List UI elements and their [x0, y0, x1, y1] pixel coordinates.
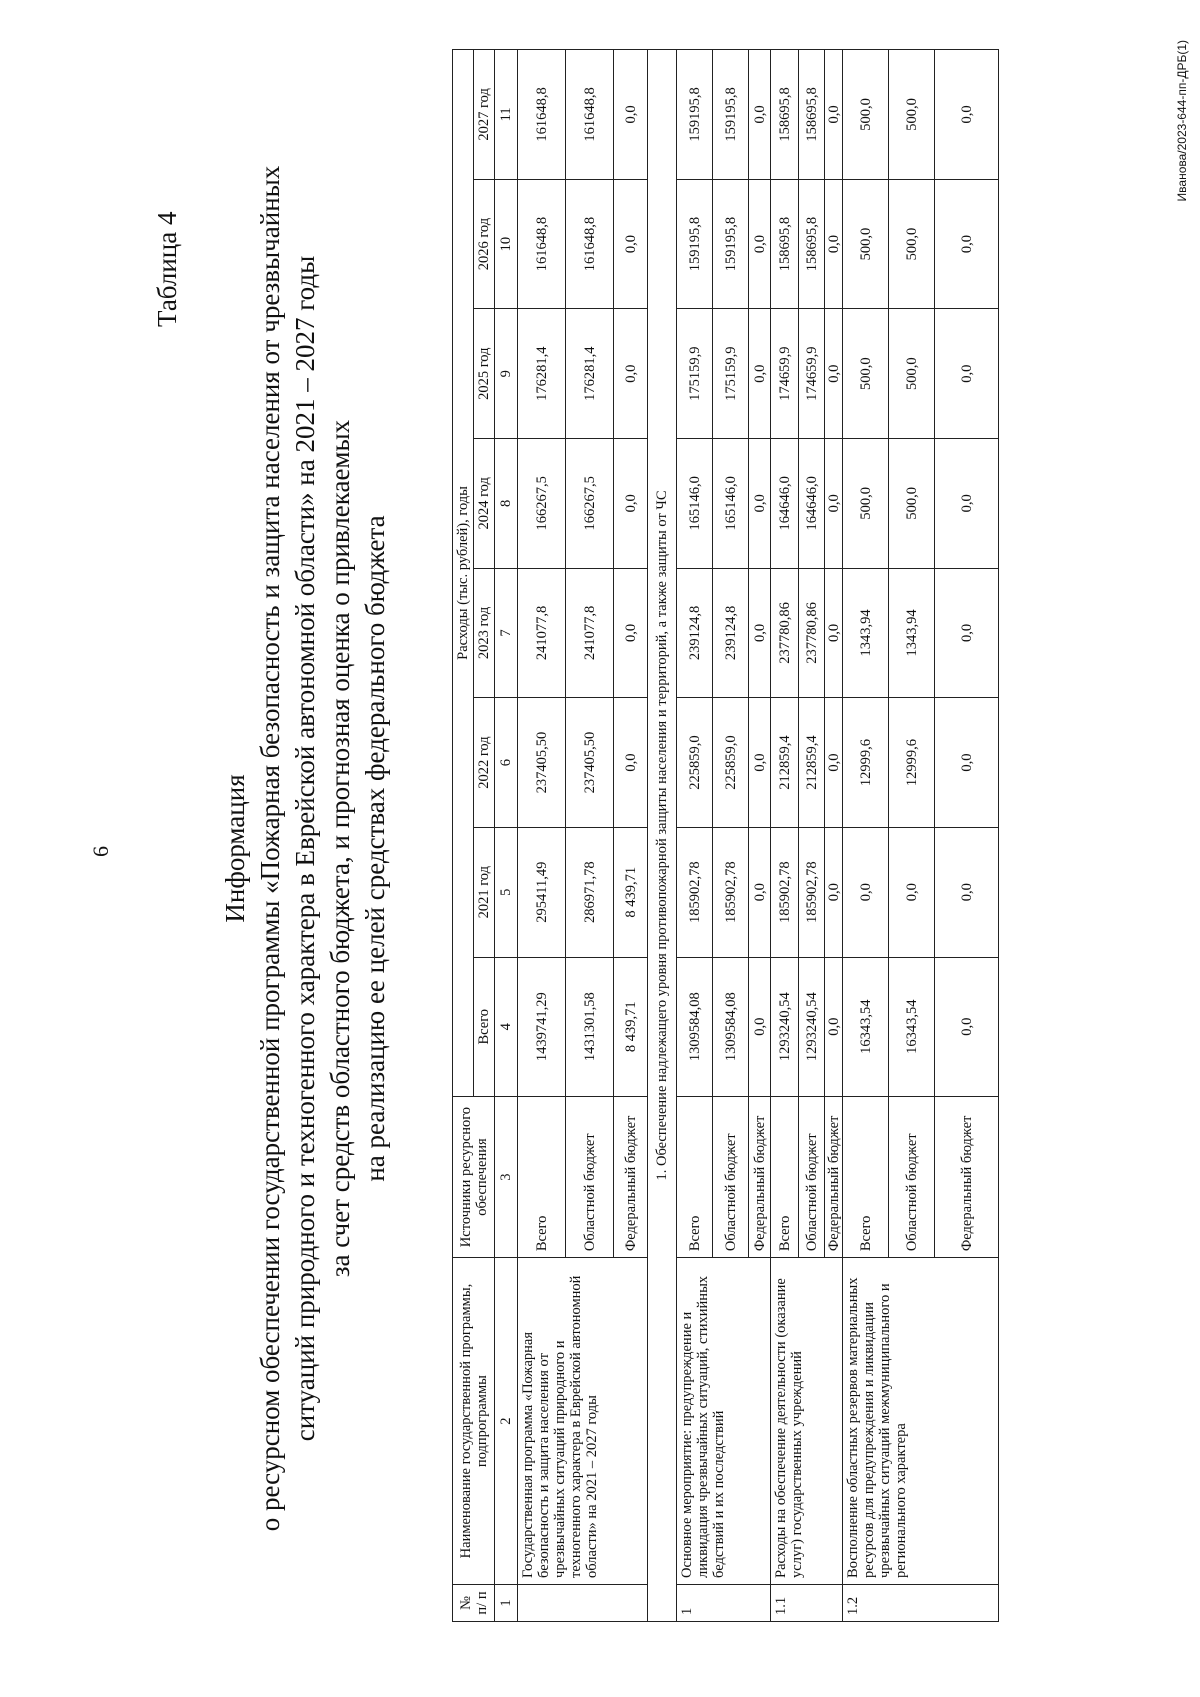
- value-cell: 0,0: [935, 827, 999, 957]
- source-cell: Федеральный бюджет: [749, 1096, 771, 1257]
- value-cell: 0,0: [825, 827, 843, 957]
- value-cell: 158695,8: [771, 50, 799, 180]
- value-cell: 0,0: [749, 50, 771, 180]
- row-num: 1.2: [843, 1584, 999, 1621]
- value-cell: 12999,6: [843, 698, 889, 828]
- value-cell: 159195,8: [677, 179, 713, 309]
- value-cell: 185902,78: [771, 827, 799, 957]
- source-cell: Всего: [677, 1096, 713, 1257]
- value-cell: 0,0: [825, 957, 843, 1096]
- value-cell: 174659,9: [799, 309, 825, 439]
- header-year: 2024 год: [474, 439, 495, 569]
- value-cell: 161648,8: [518, 50, 566, 180]
- value-cell: 16343,54: [843, 957, 889, 1096]
- value-cell: 0,0: [825, 698, 843, 828]
- value-cell: 1439741,29: [518, 957, 566, 1096]
- document-heading: [218, 0, 393, 1697]
- table-row: [843, 50, 889, 1622]
- source-cell: Областной бюджет: [799, 1096, 825, 1257]
- value-cell: 166267,5: [518, 439, 566, 569]
- header-num: № п/ п: [453, 1584, 495, 1621]
- value-cell: 0,0: [843, 827, 889, 957]
- value-cell: 500,0: [889, 439, 935, 569]
- value-cell: 1293240,54: [771, 957, 799, 1096]
- column-number: 11: [495, 50, 518, 180]
- value-cell: 0,0: [825, 568, 843, 698]
- value-cell: 159195,8: [713, 179, 749, 309]
- value-cell: 0,0: [749, 439, 771, 569]
- header-year: 2027 год: [474, 50, 495, 180]
- column-number: 10: [495, 179, 518, 309]
- resource-table: [452, 49, 999, 1622]
- table-row: [518, 50, 566, 1622]
- column-number: 2: [495, 1258, 518, 1585]
- column-number: 8: [495, 439, 518, 569]
- value-cell: 500,0: [843, 179, 889, 309]
- value-cell: 12999,6: [889, 698, 935, 828]
- header-expenses-group: Расходы (тыс. рублей), годы: [453, 50, 474, 1097]
- value-cell: 0,0: [749, 698, 771, 828]
- page-number: 6: [88, 846, 113, 857]
- value-cell: 0,0: [749, 957, 771, 1096]
- header-year: 2025 год: [474, 309, 495, 439]
- value-cell: 161648,8: [566, 50, 614, 180]
- value-cell: 0,0: [749, 309, 771, 439]
- header-year: 2026 год: [474, 179, 495, 309]
- value-cell: 0,0: [749, 827, 771, 957]
- source-cell: Всего: [518, 1096, 566, 1257]
- value-cell: 0,0: [889, 827, 935, 957]
- value-cell: 166267,5: [566, 439, 614, 569]
- source-cell: Федеральный бюджет: [825, 1096, 843, 1257]
- value-cell: 185902,78: [713, 827, 749, 957]
- section-title: 1. Обеспечение надлежащего уровня противопожарной защиты населения и территорий, а также защиты от ЧС: [648, 50, 677, 1622]
- value-cell: 0,0: [935, 957, 999, 1096]
- table-row: [677, 50, 713, 1622]
- column-number: 7: [495, 568, 518, 698]
- heading-line: на реализацию ее целей средствах федерального бюджета: [360, 515, 390, 1182]
- value-cell: 1309584,08: [677, 957, 713, 1096]
- source-cell: Всего: [843, 1096, 889, 1257]
- value-cell: 158695,8: [799, 50, 825, 180]
- value-cell: 8 439,71: [614, 827, 648, 957]
- value-cell: 176281,4: [566, 309, 614, 439]
- heading-line: ситуаций природного и техногенного характера в Еврейской автономной области» на 2021 – 2027 годы: [290, 255, 320, 1442]
- value-cell: 174659,9: [771, 309, 799, 439]
- value-cell: 8 439,71: [614, 957, 648, 1096]
- value-cell: 0,0: [614, 439, 648, 569]
- value-cell: 237780,86: [771, 568, 799, 698]
- value-cell: 159195,8: [677, 50, 713, 180]
- value-cell: 164646,0: [771, 439, 799, 569]
- document-code: Иванова/2023-644-пп-ДРБ(1): [1175, 40, 1189, 202]
- value-cell: 0,0: [749, 179, 771, 309]
- value-cell: 500,0: [889, 309, 935, 439]
- row-num: 1: [677, 1584, 771, 1621]
- value-cell: 1343,94: [843, 568, 889, 698]
- value-cell: 0,0: [935, 568, 999, 698]
- value-cell: 286971,78: [566, 827, 614, 957]
- heading-line: о ресурсном обеспечении государственной программы «Пожарная безопасность и защита населения от чрезвычайных: [255, 165, 285, 1532]
- header-year: 2022 год: [474, 698, 495, 828]
- header-year: 2023 год: [474, 568, 495, 698]
- value-cell: 500,0: [889, 50, 935, 180]
- value-cell: 295411,49: [518, 827, 566, 957]
- column-number: 6: [495, 698, 518, 828]
- value-cell: 0,0: [749, 568, 771, 698]
- value-cell: 241077,8: [518, 568, 566, 698]
- value-cell: 0,0: [935, 439, 999, 569]
- value-cell: 239124,8: [677, 568, 713, 698]
- value-cell: 176281,4: [518, 309, 566, 439]
- activity-name: Расходы на обеспечение деятельности (оказание услуг) государственных учреждений: [771, 1258, 843, 1585]
- row-num: [518, 1584, 648, 1621]
- value-cell: 0,0: [614, 568, 648, 698]
- column-number: 3: [495, 1096, 518, 1257]
- value-cell: 165146,0: [677, 439, 713, 569]
- value-cell: 0,0: [614, 698, 648, 828]
- value-cell: 0,0: [825, 439, 843, 569]
- value-cell: 16343,54: [889, 957, 935, 1096]
- table-label: Таблица 4: [152, 211, 182, 327]
- row-num: 1.1: [771, 1584, 843, 1621]
- value-cell: 212859,4: [799, 698, 825, 828]
- source-cell: Всего: [771, 1096, 799, 1257]
- header-source: Источники ресурсного обеспечения: [453, 1096, 495, 1257]
- column-number: 9: [495, 309, 518, 439]
- column-number: 5: [495, 827, 518, 957]
- source-cell: Федеральный бюджет: [614, 1096, 648, 1257]
- value-cell: 1293240,54: [799, 957, 825, 1096]
- value-cell: 0,0: [935, 50, 999, 180]
- value-cell: 175159,9: [677, 309, 713, 439]
- source-cell: Областной бюджет: [566, 1096, 614, 1257]
- activity-name: Восполнение областных резервов материальных ресурсов для предупреждения и ликвидации чрезвычайных ситуаций межмуниципального и регионального характера: [843, 1258, 999, 1585]
- value-cell: 164646,0: [799, 439, 825, 569]
- value-cell: 0,0: [614, 50, 648, 180]
- value-cell: 0,0: [614, 179, 648, 309]
- value-cell: 1309584,08: [713, 957, 749, 1096]
- value-cell: 241077,8: [566, 568, 614, 698]
- value-cell: 158695,8: [799, 179, 825, 309]
- value-cell: 161648,8: [518, 179, 566, 309]
- value-cell: 159195,8: [713, 50, 749, 180]
- value-cell: 237405,50: [566, 698, 614, 828]
- value-cell: 1431301,58: [566, 957, 614, 1096]
- value-cell: 500,0: [889, 179, 935, 309]
- program-name: Государственная программа «Пожарная безопасность и защита населения от чрезвычайных ситуаций природного и техногенного характера в Еврейской автономной области» на 2021 – 2027 годы: [518, 1258, 648, 1585]
- value-cell: 165146,0: [713, 439, 749, 569]
- value-cell: 158695,8: [771, 179, 799, 309]
- source-cell: Областной бюджет: [889, 1096, 935, 1257]
- value-cell: 161648,8: [566, 179, 614, 309]
- heading-line: Информация: [220, 774, 250, 923]
- value-cell: 225859,0: [713, 698, 749, 828]
- value-cell: 0,0: [825, 309, 843, 439]
- value-cell: 0,0: [825, 50, 843, 180]
- value-cell: 0,0: [825, 179, 843, 309]
- value-cell: 0,0: [935, 698, 999, 828]
- source-cell: Областной бюджет: [713, 1096, 749, 1257]
- activity-name: Основное мероприятие: предупреждение и ликвидация чрезвычайных ситуаций, стихийных бедствий и их последствий: [677, 1258, 771, 1585]
- column-number: 4: [495, 957, 518, 1096]
- value-cell: 175159,9: [713, 309, 749, 439]
- header-total: Всего: [474, 957, 495, 1096]
- value-cell: 185902,78: [677, 827, 713, 957]
- table-row: [771, 50, 799, 1622]
- header-year: 2021 год: [474, 827, 495, 957]
- column-number: 1: [495, 1584, 518, 1621]
- value-cell: 500,0: [843, 50, 889, 180]
- section-row: [648, 50, 677, 1622]
- source-cell: Федеральный бюджет: [935, 1096, 999, 1257]
- value-cell: 0,0: [935, 309, 999, 439]
- value-cell: 239124,8: [713, 568, 749, 698]
- value-cell: 237405,50: [518, 698, 566, 828]
- value-cell: 185902,78: [799, 827, 825, 957]
- value-cell: 225859,0: [677, 698, 713, 828]
- value-cell: 237780,86: [799, 568, 825, 698]
- heading-line: за счет средств областного бюджета, и прогнозная оценка о привлекаемых: [325, 419, 355, 1278]
- value-cell: 212859,4: [771, 698, 799, 828]
- value-cell: 0,0: [935, 179, 999, 309]
- column-number-row: [495, 50, 518, 1622]
- header-name: Наименование государственной программы, подпрограммы: [453, 1258, 495, 1585]
- value-cell: 1343,94: [889, 568, 935, 698]
- value-cell: 0,0: [614, 309, 648, 439]
- value-cell: 500,0: [843, 309, 889, 439]
- value-cell: 500,0: [843, 439, 889, 569]
